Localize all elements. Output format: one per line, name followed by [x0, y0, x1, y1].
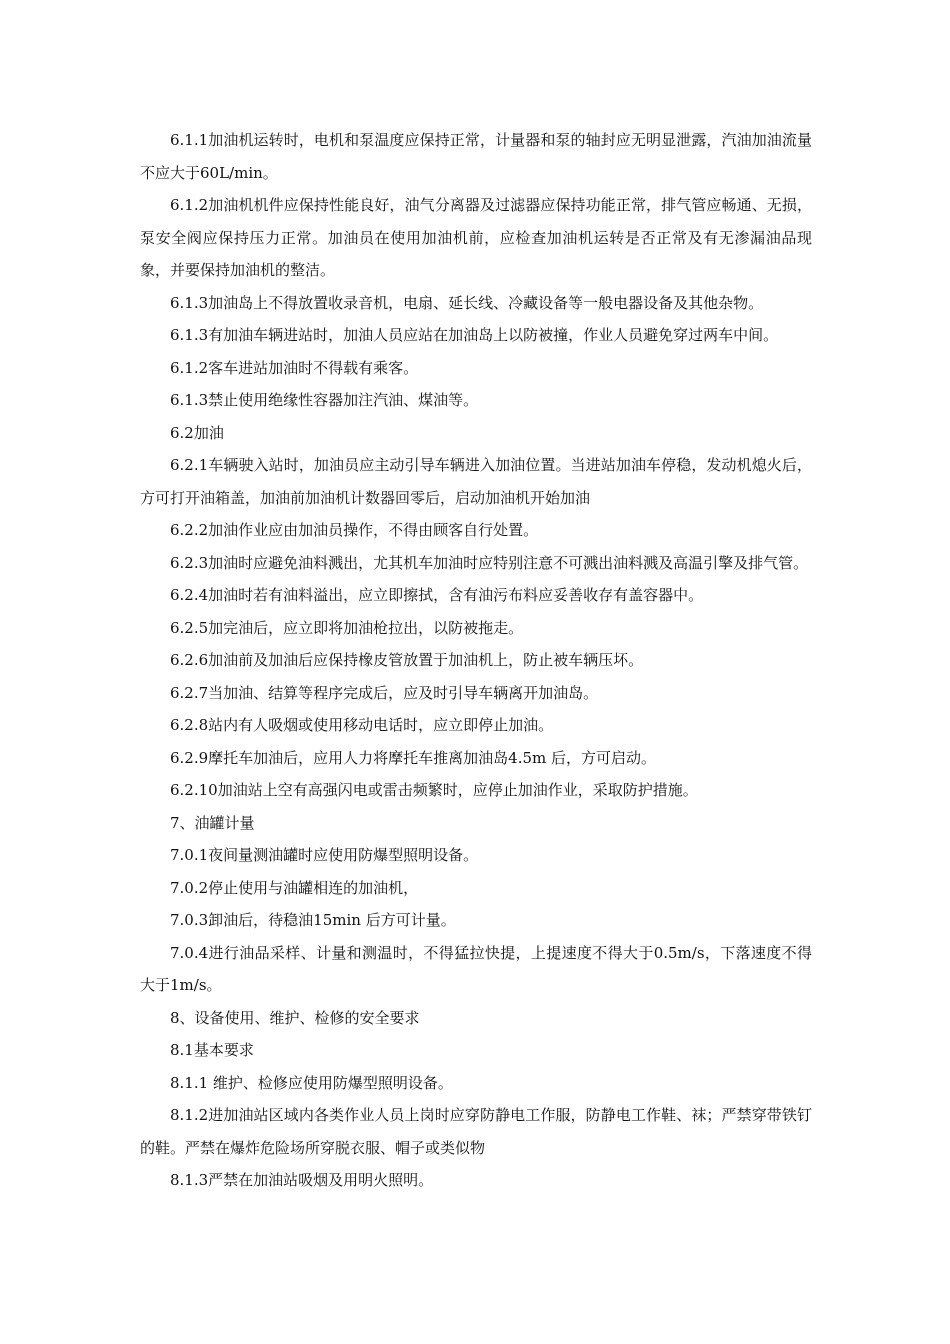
- paragraph-6-2-7: 6.2.7当加油、结算等程序完成后，应及时引导车辆离开加油岛。: [170, 683, 599, 702]
- paragraph-6-1-3-island-items: 6.1.3加油岛上不得放置收录音机，电扇、延长线、冷藏设备等一般电器设备及其他杂物。: [170, 293, 764, 312]
- paragraph-6-2-9: 6.2.9摩托车加油后，应用人力将摩托车推离加油岛4.5m 后，方可启动。: [170, 748, 657, 767]
- paragraph-7-0-2: 7.0.2停止使用与油罐相连的加油机，: [170, 878, 419, 897]
- paragraph-6-2-4: 6.2.4加油时若有油料溢出，应立即擦拭，含有油污布料应妥善收存有盖容器中。: [170, 586, 704, 604]
- document-body: [140, 124, 812, 1197]
- paragraph-6-1-2-pump-parts: 6.1.2加油机机件应保持性能良好，油气分离器及过滤器应保持功能正常，排气管应畅通、无损，泵安全阀应保持压力正常。加油员在使用加油机前，应检查加油机运转是否正常及有无渗漏油品现象，并要保持加油机的整洁。: [140, 196, 812, 279]
- paragraph-8-1-2: 8.1.2进加油站区域内各类作业人员上岗时应穿防静电工作服，防静电工作鞋、袜；严禁穿带铁钉的鞋。严禁在爆炸危险场所穿脱衣服、帽子或类似物: [140, 1106, 812, 1157]
- paragraph-6-2-3: 6.2.3加油时应避免油料溅出，尤其机车加油时应特别注意不可溅出油料溅及高温引擎及排气管。: [170, 553, 809, 572]
- paragraph-6-2-1: 6.2.1车辆驶入站时，加油员应主动引导车辆进入加油位置。当进站加油车停稳，发动机熄火后，方可打开油箱盖，加油前加油机计数器回零后，启动加油机开始加油: [140, 456, 812, 507]
- paragraph-7-0-1: 7.0.1夜间量测油罐时应使用防爆型照明设备。: [170, 846, 479, 864]
- paragraph-6-2-6: 6.2.6加油前及加油后应保持橡皮管放置于加油机上，防止被车辆压坏。: [170, 651, 644, 669]
- section-heading-8: 8、设备使用、维护、检修的安全要求: [170, 1008, 420, 1027]
- paragraph-7-0-4: 7.0.4进行油品采样、计量和测温时，不得猛拉快提，上提速度不得大于0.5m/s，下落速度不得大于1m/s。: [140, 943, 812, 994]
- paragraph-8-1-1: 8.1.1 维护、检修应使用防爆型照明设备。: [170, 1073, 453, 1092]
- paragraph-7-0-3: 7.0.3卸油后，待稳油15min 后方可计量。: [170, 911, 456, 929]
- paragraph-6-1-1-pump-operation: 6.1.1加油机运转时，电机和泵温度应保持正常，计量器和泵的轴封应无明显泄露，汽油加油流量不应大于60L/min。: [140, 131, 812, 182]
- paragraph-6-1-3-containers: 6.1.3禁止使用绝缘性容器加注汽油、煤油等。: [170, 391, 479, 409]
- section-heading-6-2: 6.2加油: [170, 423, 224, 442]
- paragraph-6-1-2-passengers: 6.1.2客车进站加油时不得载有乘客。: [170, 358, 419, 377]
- paragraph-6-2-2: 6.2.2加油作业应由加油员操作，不得由顾客自行处置。: [170, 521, 539, 539]
- section-heading-7: 7、油罐计量: [170, 813, 255, 832]
- paragraph-6-2-8: 6.2.8站内有人吸烟或使用移动电话时，应立即停止加油。: [170, 716, 554, 734]
- paragraph-6-2-10: 6.2.10加油站上空有高强闪电或雷击频繁时，应停止加油作业，采取防护措施。: [170, 781, 698, 799]
- paragraph-8-1-3: 8.1.3严禁在加油站吸烟及用明火照明。: [170, 1171, 434, 1189]
- paragraph-6-2-5: 6.2.5加完油后，应立即将加油枪拉出，以防被拖走。: [170, 618, 524, 637]
- section-heading-8-1: 8.1基本要求: [170, 1041, 254, 1059]
- paragraph-6-1-3-vehicle-entry: 6.1.3有加油车辆进站时，加油人员应站在加油岛上以防被撞，作业人员避免穿过两车中间。: [170, 326, 779, 344]
